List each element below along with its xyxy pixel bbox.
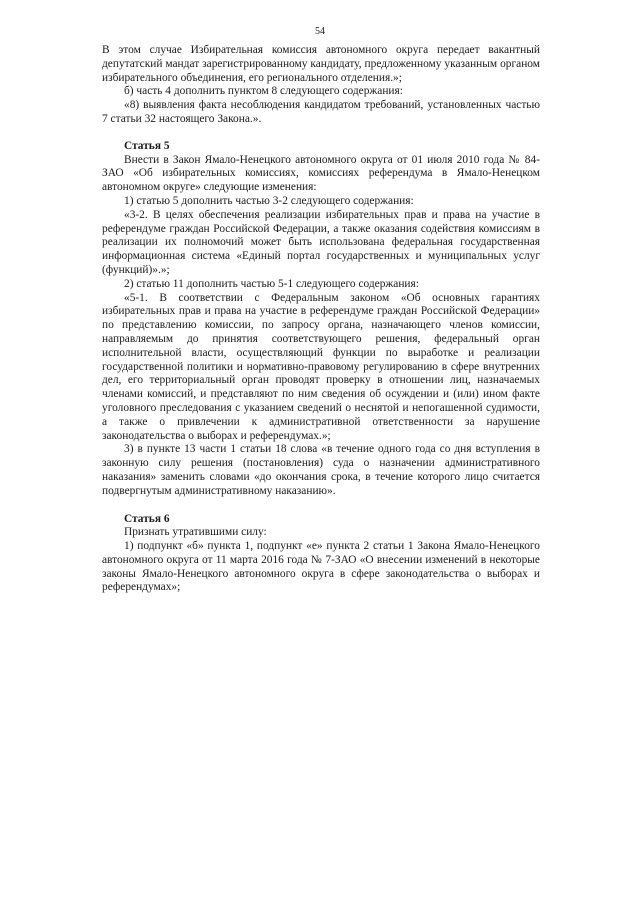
article-5-part-3-2: «3-2. В целях обеспечения реализации избирательных прав и права на участие в референдуме граждан Российской Федерации, а также оказания содействия комиссиям в реализации их полномочий может быть использована федеральная государственная информационная система «Единый портал государственных и муниципальных услуг (функций)».»;: [102, 208, 540, 276]
article-5-intro: Внести в Закон Ямало-Ненецкого автономного округа от 01 июля 2010 года № 84-ЗАО «Об избирательных комиссиях, комиссиях референдума в Ямало-Ненецком автономном округе» следующие изменения:: [102, 153, 540, 194]
article-5-item-1: 1) статью 5 дополнить частью 3-2 следующего содержания:: [124, 194, 414, 207]
paragraph-mandate-transfer: В этом случае Избирательная комиссия автономного округа передает вакантный депутатский мандат зарегистрированному кандидату, предложенному указанным органом избирательного объединения, его регионального отделения.»;: [102, 44, 540, 84]
page-number: 54: [315, 26, 325, 37]
article-5-item-2: 2) статью 11 дополнить частью 5-1 следующего содержания:: [124, 277, 419, 290]
article-6-heading: Статья 6: [124, 512, 170, 525]
article-5-part-5-1: «5-1. В соответствии с Федеральным законом «Об основных гарантиях избирательных прав и права на участие в референдуме граждан Российской Федерации» по представлению комиссии, по запросу органа, назначающего членов комиссии, направляемым до принятия соответствующего решения, федеральный орган исполнительной власти, осуществляющий функции по выработке и реализации государственной политики и нормативно-правовому регулированию в сфере внутренних дел, его территориальный орган проводят проверку в отношении лиц, назначаемых членами комиссий, и представляют по ним сведения об осуждении и (или) ином факте уголовного преследования с указанием сведений о неснятой и непогашенной судимости, а также о привлечении к административной ответственности за нарушение законодательства о выборах и референдумах.»;: [102, 291, 540, 442]
article-6-intro: Признать утратившими силу:: [124, 526, 267, 539]
article-5-item-3: 3) в пункте 13 части 1 статьи 18 слова «в течение одного года со дня вступления в законную силу решения (постановления) суда о назначении административного наказания» заменить словами «до окончания срока, в течение которого лицо считается подвергнутым административному наказанию».: [102, 443, 540, 497]
article-6-item-1: 1) подпункт «б» пункта 1, подпункт «е» пункта 2 статьи 1 Закона Ямало-Ненецкого автономного округа от 11 марта 2016 года № 7-ЗАО «О внесении изменений в некоторые законы Ямало-Ненецкого автономного округа в сфере законодательства о выборах и референдумах»;: [102, 540, 540, 594]
article-5-heading: Статья 5: [124, 139, 170, 152]
paragraph-item-8: «8) выявления факта несоблюдения кандидатом требований, установленных частью 7 статьи 32 настоящего Закона.».: [102, 99, 540, 125]
document-body: [102, 44, 540, 595]
paragraph-amend-part-4: б) часть 4 дополнить пунктом 8 следующего содержания:: [124, 85, 403, 98]
